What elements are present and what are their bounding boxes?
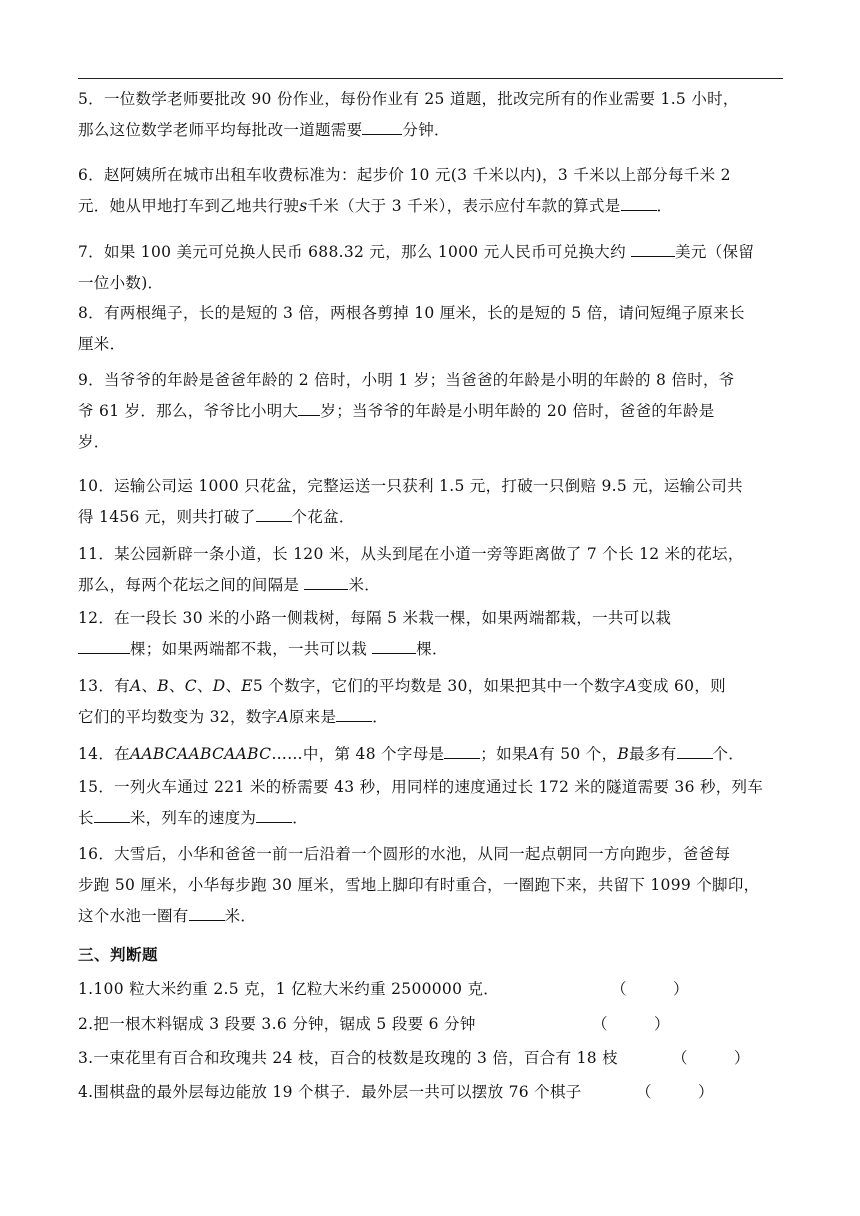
section-title: 三、判断题 [78,945,159,964]
question-text: 13．有 [78,677,130,695]
question-11 [78,539,783,601]
question-text: 16．大雪后，小华和爸爸一前一后沿着一个圆形的水池，从同一起点朝同一方向跑步，爸爸每 [78,845,731,863]
answer-blank[interactable] [336,705,372,722]
question-text: 元．她从甲地打车到乙地共行驶 [78,197,300,215]
question-text: 14．在 [78,745,130,763]
question-text: 这个水池一圈有 [78,907,189,925]
answer-blank[interactable] [94,806,130,823]
question-text: 12．在一段长 30 米的小路一侧栽树，每隔 5 米栽一棵，如果两端都栽，一共可以栽 [78,609,672,627]
answer-parentheses[interactable]: （ ） [636,1083,714,1101]
answer-blank[interactable] [677,742,713,759]
judgment-text: 4.围棋盘的最外层每边能放 19 个棋子．最外层一共可以摆放 76 个棋子 [78,1083,582,1101]
question-text: 那么这位数学老师平均每批改一道题需要 [78,121,363,139]
question-text: 岁；当爷爷的年龄是小明年龄的 20 倍时，爸爸的年龄是 [320,402,715,420]
question-text: 得 1456 元，则共打破了 [78,508,256,526]
question-text: 5 个数字，它们的平均数是 30，如果把其中一个数字 [252,677,626,695]
question-text: ． [372,708,389,726]
header-rule [78,78,783,79]
answer-blank[interactable] [304,573,348,590]
answer-blank[interactable] [298,399,320,416]
question-10 [78,471,783,533]
question-text: 爷 61 岁．那么，爷爷比小明大 [78,402,299,420]
variable: A [129,677,142,695]
answer-blank[interactable] [256,806,292,823]
question-text: 千米（大于 3 千米），表示应付车款的算式是 [307,197,621,215]
question-text: 变成 60，则 [637,677,726,695]
question-text: 一位小数)． [78,274,164,292]
question-text: 米． [348,576,381,594]
answer-parentheses[interactable]: （ ） [592,1015,670,1033]
answer-blank[interactable] [362,118,402,135]
judgment-item [78,977,499,999]
answer-blank[interactable] [78,637,130,654]
question-text: 原来是 [288,708,337,726]
question-text: 、 [196,677,213,695]
judgment-text: 3.一束花里有百合和玫瑰共 24 枝，百合的枝数是玫瑰的 3 倍，百合有 18 枝 [78,1049,618,1067]
answer-parentheses[interactable]: （ ） [672,1049,750,1067]
question-text: 美元（保留 [675,243,755,261]
question-text: 它们的平均数变为 32，数字 [78,708,278,726]
answer-blank[interactable] [444,742,480,759]
question-text: 厘米． [78,335,126,353]
question-12 [78,603,783,665]
question-7 [78,237,783,299]
question-text: 长 [78,809,94,827]
answer-parentheses[interactable]: （ ） [611,980,689,998]
question-text: 分钟． [402,121,450,139]
question-14 [78,739,783,770]
variable: D [212,677,226,695]
question-text: ． [292,809,309,827]
question-8 [78,298,783,360]
variable: s [299,197,308,215]
question-text: 11．某公园新辟一条小道，长 120 米，从头到尾在小道一旁等距离做了 7 个长 12 米的花坛， [78,545,744,563]
variable: A [625,677,638,695]
question-15 [78,772,783,834]
question-6 [78,160,783,222]
question-text: 米，列车的速度为 [129,809,257,827]
judgment-item [78,1012,476,1034]
question-9 [78,365,783,458]
question-text: 岁． [78,433,110,451]
answer-blank[interactable] [189,904,225,921]
question-text: 个花盆． [291,508,355,526]
judgment-item [78,1080,582,1102]
question-text: 米． [224,907,257,925]
question-text: 6．赵阿姨所在城市出租车收费标准为：起步价 10 元(3 千米以内)，3 千米以上部分每千米 2 [78,166,731,184]
variable: C [184,677,197,695]
question-text: 最多有 [629,745,677,763]
judgment-text: 2.把一根木料锯成 3 段要 3.6 分钟，锯成 5 段要 6 分钟 [78,1015,476,1033]
question-text: 10．运输公司运 1000 只花盆，完整运送一只获利 1.5 元，打破一只倒赔 9.5 元，运输公司共 [78,477,743,495]
question-13 [78,671,783,733]
answer-blank[interactable] [631,240,675,257]
question-text: ……中，第 48 个字母是 [271,745,445,763]
question-text: 个． [712,745,745,763]
question-text: 5．一位数学老师要批改 90 份作业，每份作业有 25 道题，批改完所有的作业需要 1.5 小时， [78,90,739,108]
question-text: 8．有两根绳子，长的是短的 3 倍，两根各剪掉 10 厘米，长的是短的 5 倍，请问短绳子原来长 [78,304,745,322]
question-text: 步跑 50 厘米，小华每步跑 30 厘米，雪地上脚印有时重合，一圈跑下来，共留下 1099 个脚印， [78,876,760,894]
question-text: 有 50 个， [539,745,618,763]
question-text: 9．当爷爷的年龄是爸爸年龄的 2 倍时，小明 1 岁；当爸爸的年龄是小明的年龄的 8 倍时，爷 [78,371,735,389]
variable: B [157,677,169,695]
question-text: 、 [225,677,242,695]
question-text: ． [656,197,673,215]
variable: B [617,745,630,763]
variable: A [277,708,289,726]
judgment-item [78,1046,618,1068]
answer-blank[interactable] [621,194,657,211]
question-text: 7．如果 100 美元可兑换人民币 688.32 元，那么 1000 元人民币可兑换大约 [78,243,632,261]
question-text: 那么，每两个花坛之间的间隔是 [78,576,305,594]
question-5 [78,84,783,146]
question-text: 棵；如果两端都不栽，一共可以栽 [130,640,373,658]
question-text: 15．一列火车通过 221 米的桥需要 43 秒，用同样的速度通过长 172 米的隧道需要 36 秒，列车 [78,778,764,796]
question-text: 、 [168,677,185,695]
variable: A [527,745,540,763]
variable: E [241,677,253,695]
judgment-text: 1.100 粒大米约重 2.5 克，1 亿粒大米约重 2500000 克． [78,980,500,998]
question-text: ；如果 [480,745,528,763]
question-text: 棵． [416,640,448,658]
question-text: 、 [141,677,158,695]
question-16 [78,839,783,932]
answer-blank[interactable] [372,637,416,654]
sequence: AABCAABCAABC [129,745,272,763]
answer-blank[interactable] [256,505,292,522]
